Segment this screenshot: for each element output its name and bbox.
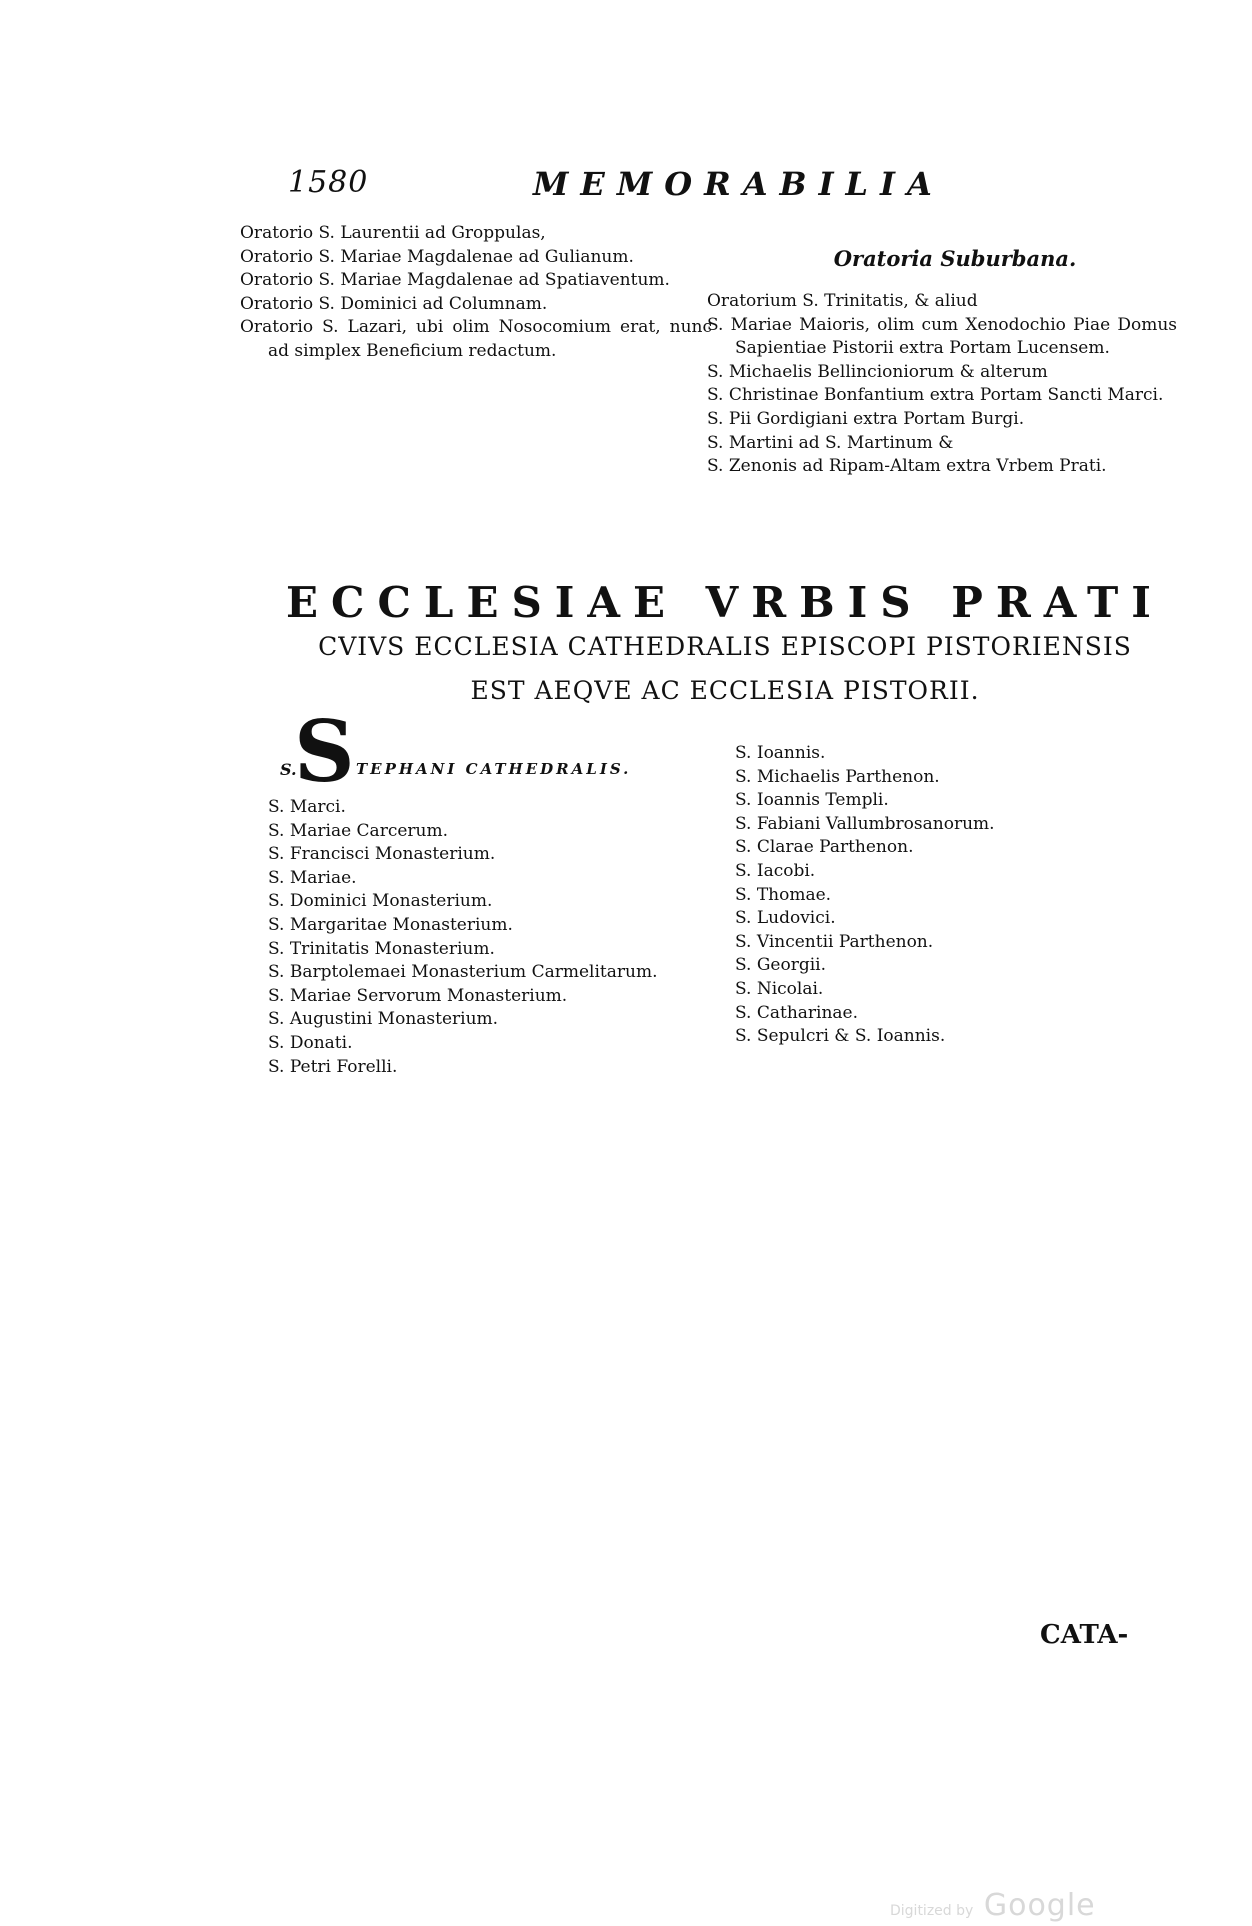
list-item: Oratorio S. Mariae Magdalenae ad Spatiaventum. [240,270,670,291]
right-church-list [735,742,1175,1049]
list-item: S. Christinae Bonfantium extra Portam Sancti Marci. [707,385,1164,406]
list-item: S. Donati. [268,1032,353,1053]
list-item: S. Augustini Monasterium. [268,1009,499,1030]
suburban-list [707,290,1177,479]
list-item: S. Fabiani Vallumbrosanorum. [735,813,995,834]
list-item: Oratorium S. Trinitatis, & aliud [707,291,978,311]
list-item: Oratorio S. Mariae Magdalenae ad Gulianum. [240,246,634,267]
list-item: S. Vincentii Parthenon. [735,931,934,952]
list-item: S. Mariae. [268,867,357,888]
list-item: S. Michaelis Parthenon. [735,766,940,787]
list-item: S. Ioannis Templi. [735,790,889,811]
list-item: S. Petri Forelli. [268,1056,398,1077]
list-item: S. Dominici Monasterium. [268,891,493,912]
list-item: Oratorio S. Laurentii ad Groppulas, [240,223,546,243]
list-item: S. Mariae Servorum Monasterium. [268,985,568,1006]
list-item: S. Zenonis ad Ripam-Altam extra Vrbem Prati. [707,456,1107,477]
watermark-prefix: Digitized by [890,1903,974,1919]
list-item: S. Thomae. [735,884,832,905]
list-item: S. Pii Gordigiani extra Portam Burgi. [707,408,1025,429]
list-item: S. Mariae Maioris, olim cum Xenodochio Piae Domus Sapientiae Pistorii extra Portam Lucensem. [707,314,1177,359]
suburban-heading: Oratoria Suburbana. [833,246,1077,271]
page-number: 1580 [288,165,369,200]
list-item: Oratorio S. Lazari, ubi olim Nosocomium erat, nunc ad simplex Beneficium redactum. [240,317,712,361]
list-item: S. Marci. [268,797,346,817]
list-item: S. Margaritae Monasterium. [268,914,513,935]
list-item: S. Francisci Monasterium. [268,844,496,865]
list-item: S. Mariae Carcerum. [268,820,449,841]
list-item: S. Martini ad S. Martinum & [707,432,954,453]
list-item: S. Nicolai. [735,978,824,999]
oratorio-list [240,222,712,364]
first-entry-prefix: S. [280,760,297,779]
list-item: S. Ioannis. [735,743,826,763]
first-entry-text: TEPHANI CATHEDRALIS. [356,760,632,778]
watermark-brand: Google [983,1888,1096,1923]
first-church-entry [268,702,708,801]
section-title: ECCLESIAE VRBIS PRATI [286,578,1164,627]
list-item: S. Clarae Parthenon. [735,837,914,858]
list-item: Oratorio S. Dominici ad Columnam. [240,293,548,314]
catchword: CATA- [1040,1620,1129,1650]
list-item: S. Iacobi. [735,860,816,881]
section-subtitle-line2: EST AEQVE AC ECCLESIA PISTORII. [470,676,980,705]
list-item: S. Barptolemaei Monasterium Carmelitarum. [268,962,658,983]
drop-cap: S [294,702,355,801]
section-subtitle-line1: CVIVS ECCLESIA CATHEDRALIS EPISCOPI PISTORIENSIS [318,632,1132,661]
list-item: S. Georgii. [735,955,827,976]
watermark [890,1888,1096,1923]
page-header [288,165,948,209]
list-item: S. Ludovici. [735,908,836,929]
list-item: S. Sepulcri & S. Ioannis. [735,1026,946,1047]
list-item: S. Trinitatis Monasterium. [268,938,495,959]
list-item: S. Michaelis Bellincioniorum & alterum [707,361,1048,382]
running-title: MEMORABILIA [533,165,944,203]
list-item: S. Catharinae. [735,1002,859,1023]
left-church-list [268,796,728,1079]
